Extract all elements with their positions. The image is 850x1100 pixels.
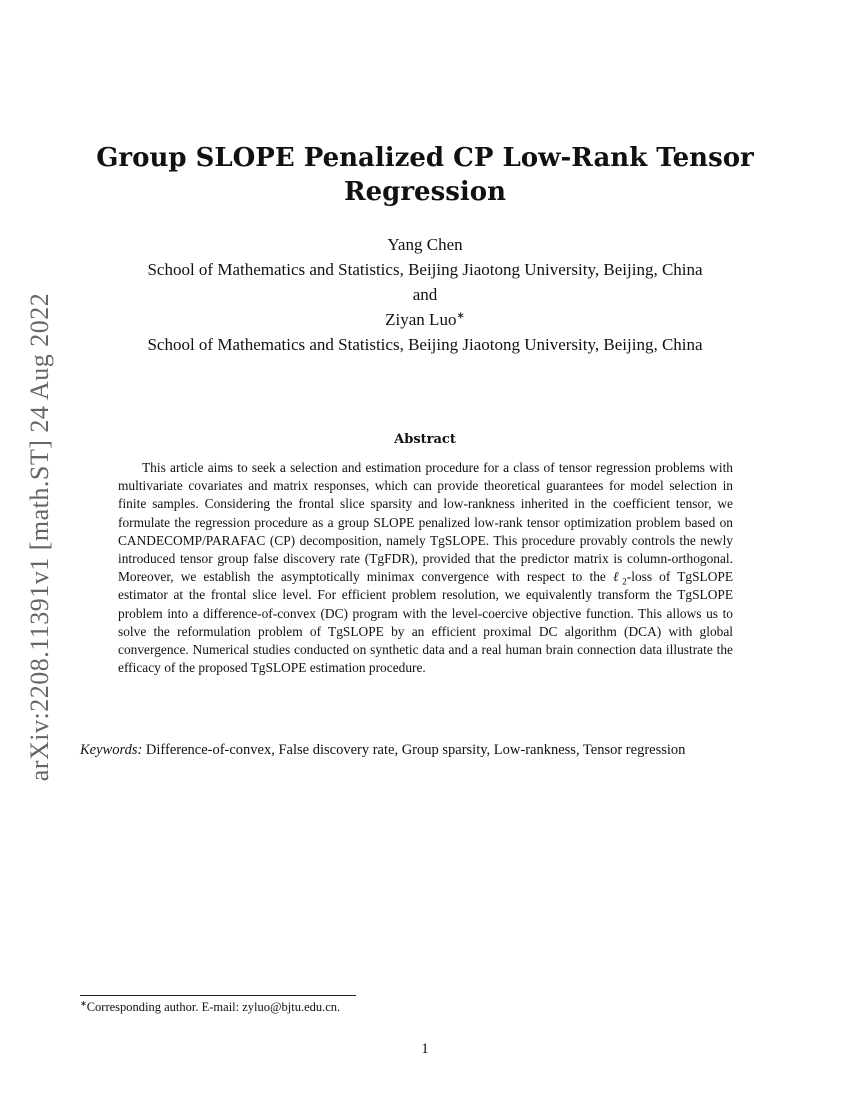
keywords-label: Keywords: [80, 742, 143, 758]
arxiv-identifier: arXiv:2208.11391v1 [math.ST] 24 Aug 2022 [25, 292, 54, 782]
author-affiliation: School of Mathematics and Statistics, Beijing Jiaotong University, Beijing, China [147, 260, 703, 279]
footnote [80, 1000, 340, 1015]
page-number: 1 [421, 1041, 429, 1057]
paper-title: Group SLOPE Penalized CP Low-Rank Tensor Regression [96, 143, 754, 207]
footnote-text: Corresponding author. E-mail: zyluo@bjtu.edu.cn. [86, 1000, 341, 1014]
footnote-marker: ∗ [456, 310, 465, 322]
author-name [78, 307, 772, 332]
abstract-heading: Abstract [394, 432, 456, 447]
abstract-text: -loss of TgSLOPE estimator at the frontal slice level. For efficient problem resolution, we equivalently transform the TgSLOPE problem into a difference-of-convex (DC) program with the level-coercive objective function. This allows us to solve the reformulation problem of TgSLOPE by an efficient proximal DC algorithm (DCA) with global convergence. Numerical studies conducted on synthetic data and a real human brain connection data illustrate the efficacy of the proposed TgSLOPE estimation procedure. [118, 569, 733, 676]
keywords-text: Difference-of-convex, False discovery rate, Group sparsity, Low-rankness, Tensor regression [145, 742, 686, 758]
footnote-divider [80, 995, 356, 996]
ell-symbol: ℓ [612, 569, 623, 585]
author-name-text: Ziyan Luo [385, 310, 457, 329]
author-affiliation: School of Mathematics and Statistics, Beijing Jiaotong University, Beijing, China [147, 335, 703, 354]
abstract-body [118, 459, 733, 677]
author-name: Yang Chen [387, 235, 463, 254]
author-block [78, 232, 772, 357]
footnote-marker: ∗ [80, 998, 87, 1008]
abstract-text: This article aims to seek a selection and estimation procedure for a class of tensor regression problems with multivariate covariates and matrix responses, which can provide theoretical guarantees for model selection in finite samples. Considering the frontal slice sparsity and low-rankness inherited in the coefficient tensor, we formulate the regression procedure as a group SLOPE penalized low-rank tensor optimization problem based on CANDECOMP/PARAFAC (CP) decomposition, namely TgSLOPE. This procedure provably controls the newly introduced tensor group false discovery rate (TgFDR), provided that the predictor matrix is column-orthogonal. Moreover, we establish the asymptotically minimax convergence with respect to the [118, 460, 733, 585]
author-conjunction: and [412, 285, 438, 304]
ell-subscript: 2 [622, 576, 627, 587]
keywords [80, 741, 772, 760]
